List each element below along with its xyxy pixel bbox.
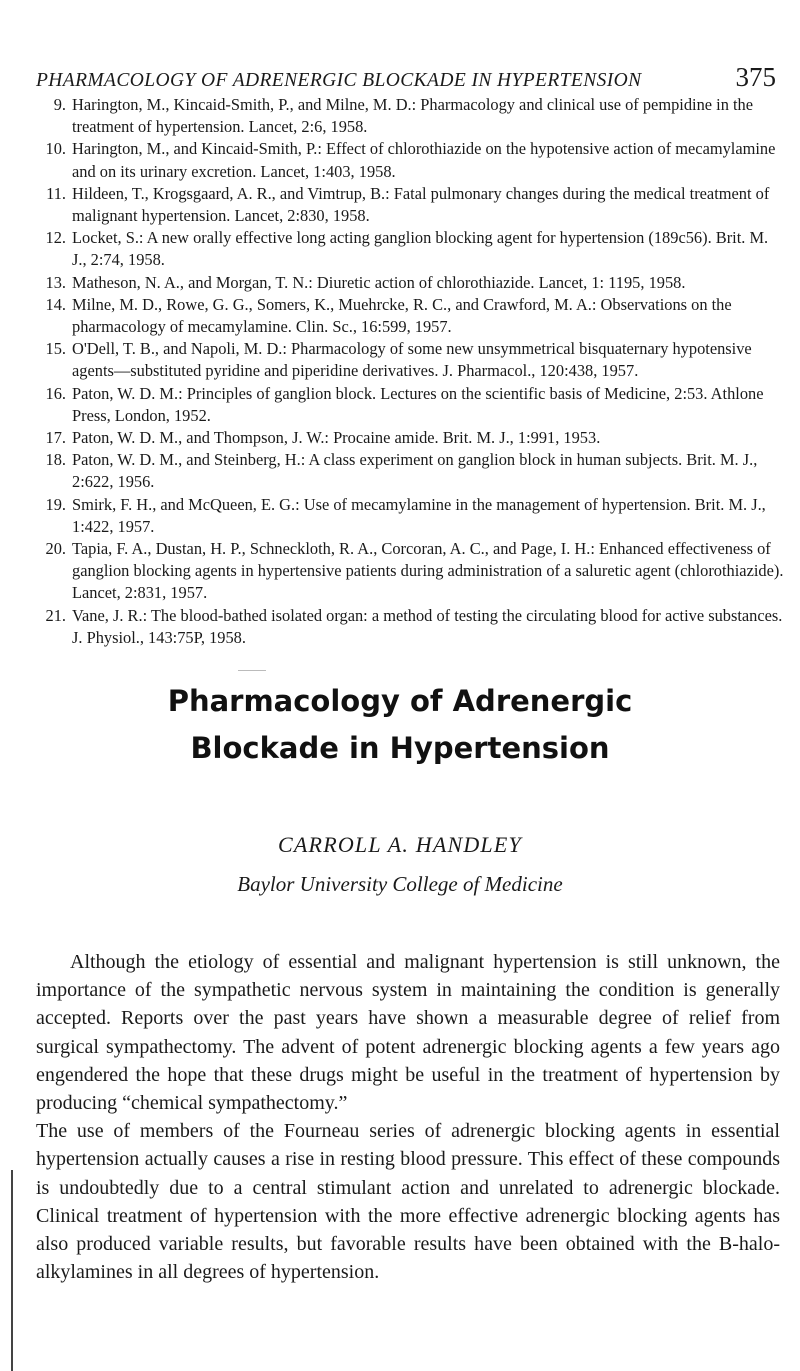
reference-number: 21. (45, 605, 66, 625)
body-paragraph: The use of members of the Fourneau series of adrenergic blocking agents in essential hypertension actually causes a rise in resting blood pressure. This effect of these compounds is undoubtedly due to a central stimulant action and unrelated to adrenergic blockade. Clinical treatment of hypertension with the more effective adrenergic blocking agents has also produced variable results, but favorable results have been obtained with the B-halo-alkylamines in all degrees of hypertension. (36, 1120, 780, 1284)
reference-text: Milne, M. D., Rowe, G. G., Somers, K., Muehrcke, R. C., and Crawford, M. A.: Observations on the pharmacology of mecamylamine. Clin. Sc., 16:599, 1957. (72, 294, 732, 337)
reference-item (36, 538, 786, 605)
reference-item (36, 94, 786, 138)
reference-number: 15. (45, 339, 66, 359)
reference-item (36, 338, 786, 382)
reference-number: 19. (45, 494, 66, 514)
reference-number: 16. (45, 383, 66, 403)
reference-text: Harington, M., and Kincaid-Smith, P.: Effect of chlorothiazide on the hypotensive action of mecamylamine and on its urinary excretion. Lancet, 1:403, 1958. (72, 139, 776, 181)
reference-text: Hildeen, T., Krogsgaard, A. R., and Vimtrup, B.: Fatal pulmonary changes during the medical treatment of malignant hypertension. Lancet, 2:830, 1958. (72, 183, 770, 226)
running-header (36, 62, 776, 93)
reference-text: Vane, J. R.: The blood-bathed isolated organ: a method of testing the circulating blood for active substances. J. Physiol., 143:75P, 1958. (72, 605, 783, 647)
reference-item (36, 449, 786, 493)
reference-number: 17. (45, 428, 66, 448)
reference-text: Paton, W. D. M., and Thompson, J. W.: Procaine amide. Brit. M. J., 1:991, 1953. (72, 428, 601, 448)
reference-item (36, 494, 786, 538)
reference-list (36, 94, 786, 649)
reference-item (36, 383, 786, 427)
author-affiliation: Baylor University College of Medicine (237, 872, 563, 896)
reference-item (36, 272, 786, 294)
reference-item (36, 427, 786, 449)
article-title-line-1: Pharmacology of Adrenergic (167, 684, 633, 718)
reference-text: Tapia, F. A., Dustan, H. P., Schneckloth, R. A., Corcoran, A. C., and Page, I. H.: Enhanced effectiveness of ganglion blocking agents in hypertensive patients during administration of a saluretic agent (chlorothiazide). Lancet, 2:831, 1957. (72, 539, 784, 603)
reference-item (36, 227, 786, 271)
reference-text: Smirk, F. H., and McQueen, E. G.: Use of mecamylamine in the management of hypertension. Brit. M. J., 1:422, 1957. (72, 494, 766, 536)
reference-text: Harington, M., Kincaid-Smith, P., and Milne, M. D.: Pharmacology and clinical use of pempidine in the treatment of hypertension. Lancet, 2:6, 1958. (72, 95, 754, 137)
reference-text: Paton, W. D. M., and Steinberg, H.: A class experiment on ganglion block in human subjects. Brit. M. J., 2:622, 1956. (72, 450, 758, 492)
reference-item (36, 605, 786, 649)
reference-number: 14. (45, 294, 66, 314)
article-body (36, 948, 780, 1286)
reference-number: 12. (45, 228, 66, 248)
reference-text: Locket, S.: A new orally effective long acting ganglion blocking agent for hypertension (189c56). Brit. M. J., 2:74, 1958. (72, 228, 769, 270)
reference-number: 10. (45, 139, 66, 159)
reference-number: 11. (46, 183, 66, 203)
reference-number: 18. (45, 450, 66, 470)
reference-item (36, 138, 786, 182)
reference-text: O'Dell, T. B., and Napoli, M. D.: Pharmacology of some new unsymmetrical bisquaternary hypotensive agents—substituted pyridine and piperidine derivatives. J. Pharmacol., 120:438, 1957. (72, 339, 752, 381)
running-title: PHARMACOLOGY OF ADRENERGIC BLOCKADE IN HYPERTENSION (36, 70, 642, 91)
page-number: 375 (735, 62, 776, 92)
author-name: CARROLL A. HANDLEY (278, 832, 522, 857)
article-title-line-2: Blockade in Hypertension (190, 731, 610, 765)
scan-speck (238, 670, 266, 671)
body-paragraph: Although the etiology of essential and malignant hypertension is still unknown, the importance of the sympathetic nervous system in maintaining the condition is generally accepted. Reports over the past years have shown a measurable degree of relief from surgical sympathectomy. The advent of potent adrenergic blocking agents a few years ago engendered the hope that these drugs might be useful in the treatment of hypertension by producing “chemical sympathectomy.” (36, 951, 780, 1115)
reference-text: Paton, W. D. M.: Principles of ganglion block. Lectures on the scientific basis of Medicine, 2:53. Athlone Press, London, 1952. (72, 383, 764, 425)
margin-rule (11, 1170, 13, 1371)
reference-number: 9. (53, 95, 66, 114)
reference-number: 20. (45, 539, 66, 559)
reference-item (36, 183, 786, 227)
reference-text: Matheson, N. A., and Morgan, T. N.: Diuretic action of chlorothiazide. Lancet, 1: 1195, 1958. (72, 272, 686, 292)
reference-item (36, 294, 786, 338)
reference-number: 13. (45, 272, 66, 292)
article-title (0, 678, 800, 772)
